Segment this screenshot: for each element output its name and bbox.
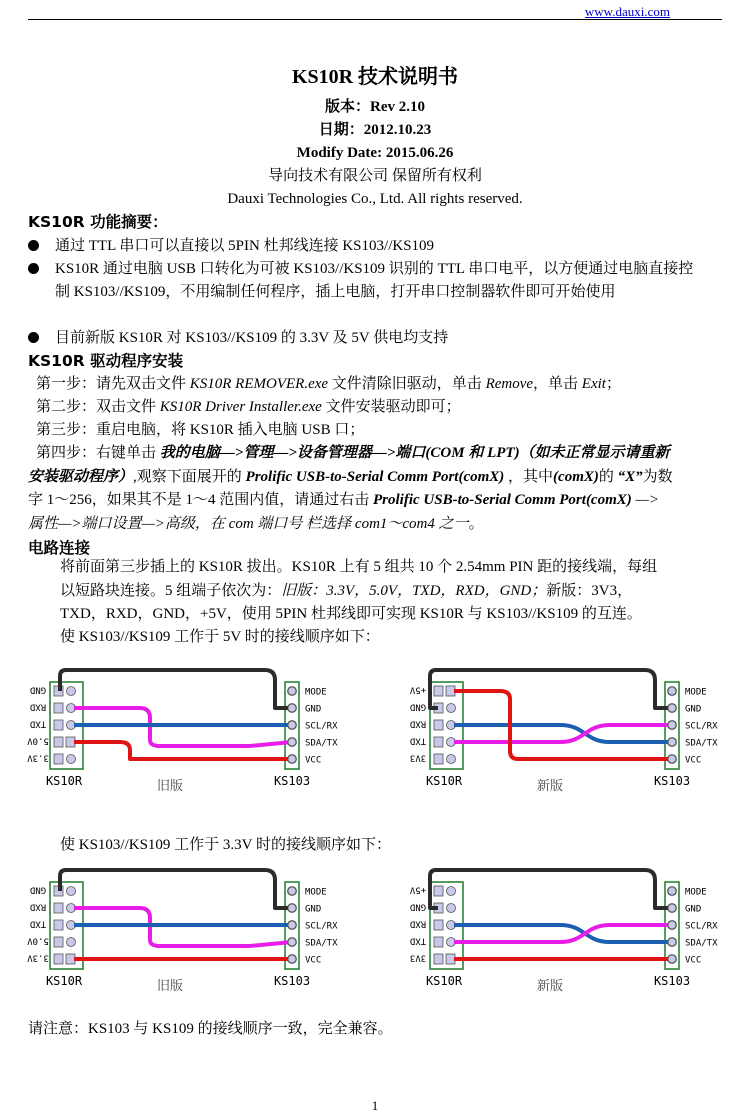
ks10r-pin <box>434 954 443 964</box>
version-label: 新版 <box>536 979 564 994</box>
ks10r-pin-label: RXD <box>29 901 47 912</box>
rx-wire <box>454 925 672 942</box>
features-heading: KS10R 功能摘要： <box>28 213 168 231</box>
bullet-icon <box>28 240 39 251</box>
ks10r-pin-label: TXD <box>29 718 47 729</box>
doc-version: 版本：Rev 2.10 <box>325 99 425 115</box>
wiring-diagram-5v-old <box>20 660 360 800</box>
ks10r-pin-label: GND <box>29 884 47 895</box>
ks10r-pin-label: TXD <box>409 735 427 746</box>
website-link[interactable]: www.dauxi.com <box>584 4 670 19</box>
ks10r-pin <box>446 954 455 964</box>
bullet-icon <box>28 263 39 274</box>
ks10r-pin <box>54 703 63 713</box>
caption-5v: 使 KS103//KS109 工作于 5V 时的接线顺序如下： <box>60 629 380 645</box>
ks10r-label: KS10R <box>45 774 83 788</box>
ks103-pin-label: SCL/RX <box>685 721 718 732</box>
step-3: 第三步：重启电脑，将 KS10R 插入电脑 USB 口； <box>36 422 365 438</box>
ks103-pin-label: SDA/TX <box>685 938 718 949</box>
ks103-label: KS103 <box>653 974 691 988</box>
ks10r-pin-label: RXD <box>29 701 47 712</box>
ks103-pin <box>668 704 676 712</box>
ks103-pin <box>288 687 296 695</box>
ks103-pin <box>668 721 676 729</box>
ks10r-pin <box>54 720 63 730</box>
ks10r-pin <box>434 920 443 930</box>
ks103-pin-label: VCC <box>685 955 702 966</box>
ks103-pin-label: SCL/RX <box>685 921 718 932</box>
bullet-icon <box>28 332 39 343</box>
version-label: 新版 <box>536 779 564 794</box>
step-1: 第一步：请先双击文件 KS10R REMOVER.exe 文件清除旧驱动，单击 Remove，单击 Exit； <box>36 376 621 392</box>
gnd-wire <box>430 870 672 908</box>
driver-heading: KS10R 驱动程序安装 <box>28 352 184 370</box>
ks10r-pin <box>66 954 75 964</box>
ks10r-pin-label: TXD <box>409 935 427 946</box>
ks103-pin-label: VCC <box>685 755 702 766</box>
ks10r-pin-label: GND <box>409 901 427 912</box>
ks10r-pin <box>447 704 456 713</box>
ks103-pin-label: MODE <box>685 687 707 698</box>
ks103-pin-label: MODE <box>305 687 327 698</box>
circuit-description: 将前面第三步插上的 KS10R 拔出。KS10R 上有 5 组共 10 个 2.54mm PIN 距的接线端，每组以短路块连接。5 组端子依次为：旧版：3.3V，5.0V，TXD，RXD，GND；新版：3V3，TXD，RXD，GND，+5V，使用 5PIN 杜邦线即可实现 KS10R 与 KS103//KS109 的互连。 <box>60 559 658 622</box>
ks103-pin <box>288 921 296 929</box>
ks10r-pin <box>54 920 63 930</box>
ks10r-pin <box>67 938 76 947</box>
ks103-pin-label: GND <box>685 704 702 715</box>
doc-modify-date: Modify Date: 2015.06.26 <box>296 145 454 161</box>
ks103-pin <box>288 938 296 946</box>
ks10r-pin-label: RXD <box>409 918 427 929</box>
ks10r-pin <box>54 754 63 764</box>
ks103-pin <box>668 904 676 912</box>
ks103-label: KS103 <box>273 974 311 988</box>
ks10r-pin-label: 3.3V <box>27 952 49 963</box>
ks10r-pin-label: TXD <box>29 918 47 929</box>
ks10r-pin-label: 5.0V <box>27 935 49 946</box>
ks10r-pin <box>447 755 456 764</box>
ks10r-pin-label: 3V3 <box>409 952 427 963</box>
ks10r-pin-label: GND <box>409 701 427 712</box>
circuit-heading: 电路连接 <box>28 539 91 557</box>
ks10r-pin <box>67 755 76 764</box>
ks103-pin <box>288 887 296 895</box>
version-label: 旧版 <box>156 979 184 994</box>
page-number: 1 <box>371 1098 379 1113</box>
ks103-pin-label: GND <box>685 904 702 915</box>
doc-company-en: Dauxi Technologies Co., Ltd. All rights reserved. <box>227 191 523 207</box>
ks10r-pin <box>54 954 63 964</box>
ks103-pin-label: GND <box>305 704 322 715</box>
version-label: 旧版 <box>156 779 184 794</box>
ks10r-pin-label: RXD <box>409 718 427 729</box>
gnd-wire <box>60 670 292 708</box>
ks103-pin-label: SCL/RX <box>305 721 338 732</box>
ks103-pin <box>668 921 676 929</box>
step-4: 第四步：右键单击 我的电脑—>管理—>设备管理器—>端口(COM 和 LPT)（如未正常显示请重新安装驱动程序）,观察下面展开的 Prolific USB-to-Serial Comm Port(comX) ，其中(comX)的 “X”为数字 1～256，如果其不是 1～4 范围内值，请通过右击 Prolific USB-to-Serial Comm Port(comX) —>属性—>端口设置—>高级，在 com 端口号 栏选择 com1～com4 之一。 <box>28 445 673 532</box>
ks10r-pin-label: 3.3V <box>27 752 49 763</box>
ks10r-pin <box>434 720 443 730</box>
ks103-label: KS103 <box>273 774 311 788</box>
ks10r-pin <box>434 937 443 947</box>
ks10r-label: KS10R <box>425 774 463 788</box>
ks10r-pin <box>54 737 63 747</box>
ks103-pin <box>288 704 296 712</box>
ks10r-pin <box>447 887 456 896</box>
ks103-pin <box>288 755 296 763</box>
ks10r-pin <box>434 754 443 764</box>
ks10r-pin-label: +5V <box>409 884 427 895</box>
ks10r-pin <box>447 904 456 913</box>
ks10r-pin <box>434 686 443 696</box>
ks103-pin-label: MODE <box>685 887 707 898</box>
ks103-pin-label: SDA/TX <box>305 938 338 949</box>
ks10r-pin <box>54 937 63 947</box>
ks10r-pin <box>434 737 443 747</box>
ks10r-pin <box>66 737 75 747</box>
ks103-pin-label: VCC <box>305 755 322 766</box>
ks103-pin-label: MODE <box>305 887 327 898</box>
step-2: 第二步：双击文件 KS10R Driver Installer.exe 文件安装驱动即可； <box>36 399 461 415</box>
ks10r-pin <box>54 903 63 913</box>
ks103-pin-label: VCC <box>305 955 322 966</box>
ks103-pin <box>288 904 296 912</box>
wiring-diagram-5v-new <box>400 660 745 800</box>
doc-title: KS10R 技术说明书 <box>291 66 459 88</box>
ks103-pin <box>288 955 296 963</box>
ks103-pin-label: SCL/RX <box>305 921 338 932</box>
ks103-pin-label: SDA/TX <box>685 738 718 749</box>
wiring-diagram-33v-old <box>20 860 360 1000</box>
header-rule <box>28 19 722 20</box>
tx-wire <box>454 725 672 742</box>
ks10r-pin-label: 5.0V <box>27 735 49 746</box>
ks10r-pin <box>67 687 76 696</box>
ks103-pin <box>288 738 296 746</box>
doc-date: 日期：2012.10.23 <box>318 122 432 138</box>
wiring-diagram-33v-new <box>400 860 745 1000</box>
rx-wire <box>454 725 672 742</box>
ks103-pin <box>288 721 296 729</box>
compatibility-note: 请注意：KS103 与 KS109 的接线顺序一致，完全兼容。 <box>28 1021 393 1037</box>
gnd-wire <box>60 870 292 908</box>
ks103-pin-label: SDA/TX <box>305 738 338 749</box>
ks10r-pin <box>434 886 443 896</box>
doc-company-cn: 导向技术有限公司 保留所有权利 <box>268 168 482 184</box>
ks103-label: KS103 <box>653 774 691 788</box>
ks103-pin <box>668 738 676 746</box>
ks10r-pin <box>67 887 76 896</box>
ks10r-pin-label: 3V3 <box>409 752 427 763</box>
ks103-pin <box>668 887 676 895</box>
ks10r-pin-label: +5V <box>409 684 427 695</box>
ks103-pin-label: GND <box>305 904 322 915</box>
ks103-pin <box>668 938 676 946</box>
ks10r-pin-label: GND <box>29 684 47 695</box>
tx-wire <box>454 925 672 942</box>
ks103-pin <box>668 687 676 695</box>
ks103-pin <box>668 955 676 963</box>
ks10r-label: KS10R <box>45 974 83 988</box>
ks10r-pin <box>446 686 455 696</box>
ks103-pin <box>668 755 676 763</box>
caption-33v: 使 KS103//KS109 工作于 3.3V 时的接线顺序如下： <box>60 837 391 853</box>
ks10r-label: KS10R <box>425 974 463 988</box>
